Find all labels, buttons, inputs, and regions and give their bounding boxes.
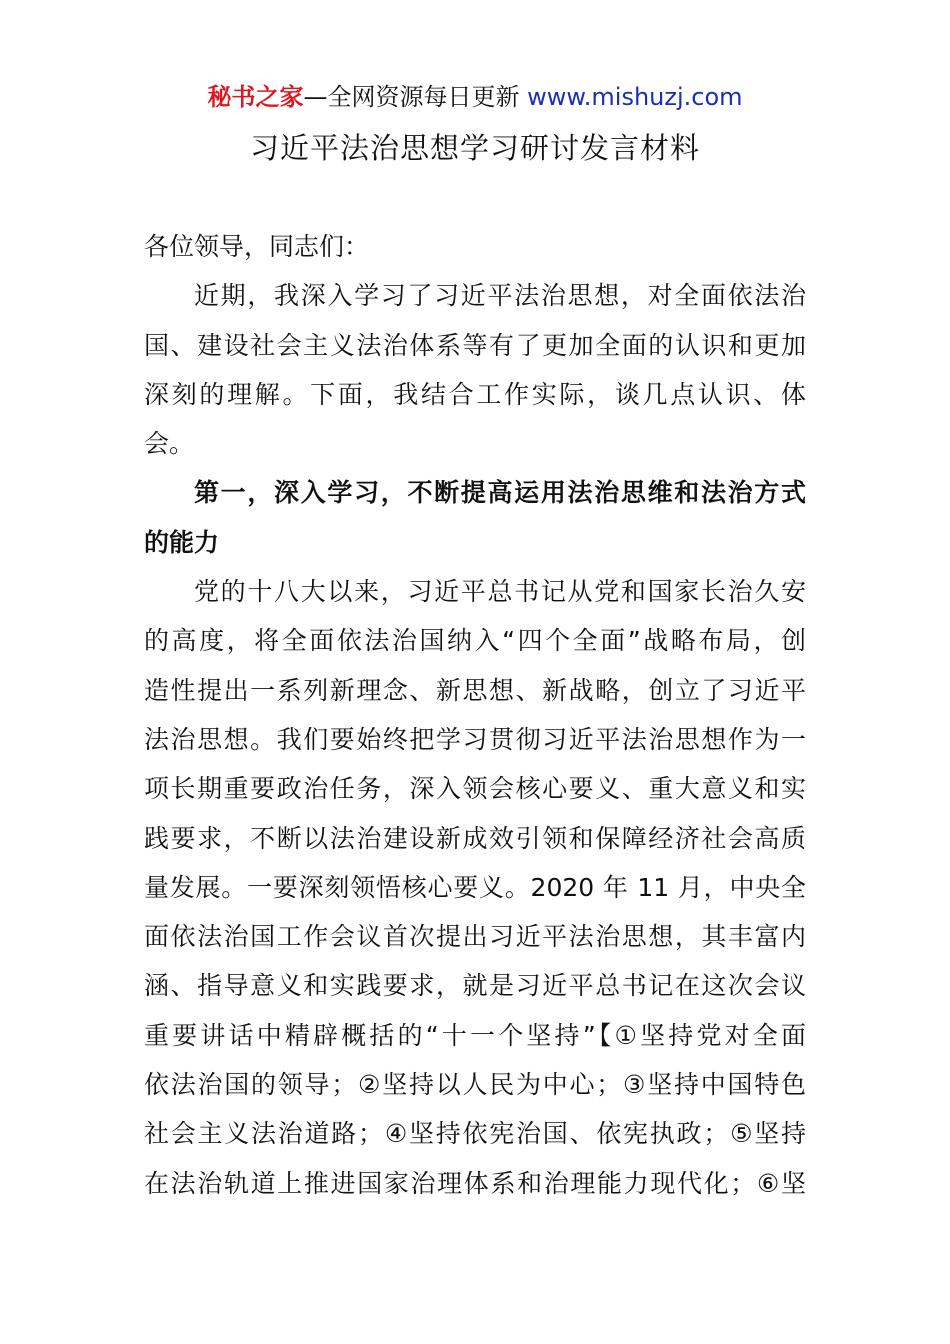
paragraph-line: 项长期重要政治任务，深入领会核心要义、重大意义和实 [144,774,806,804]
site-header [0,80,950,114]
paragraph-line: 近期，我深入学习了习近平法治思想，对全面依法治 [194,281,806,311]
salutation-line: 各位领导，同志们： [144,232,370,261]
paragraph-line: 重要讲话中精辟概括的“十一个坚持”【①坚持党对全面 [144,1020,806,1050]
paragraph-line: 依法治国的领导；②坚持以人民为中心；③坚持中国特色 [144,1070,806,1100]
paragraph-line: 面依法治国工作会议首次提出习近平法治思想，其丰富内 [144,922,806,952]
paragraph-line: 社会主义法治道路；④坚持依宪治国、依宪执政；⑤坚持 [144,1119,806,1149]
paragraph-line: 国、建设社会主义法治体系等有了更加全面的认识和更加 [144,330,806,360]
paragraph-line: 量发展。一要深刻领悟核心要义。2020 年 11 月，中央全 [144,872,806,902]
paragraph-line: 深刻的理解。下面，我结合工作实际，谈几点认识、体 [144,379,806,409]
section-heading-line: 的能力 [144,527,220,557]
site-brand: 秘书之家 [207,83,304,111]
paragraph-line: 的高度，将全面依法治国纳入“四个全面”战略布局，创 [144,626,806,656]
site-tagline: —全网资源每日更新 [303,83,528,111]
document-body [144,222,806,1208]
paragraph-line: 法治思想。我们要始终把学习贯彻习近平法治思想作为一 [144,724,806,754]
site-url-link[interactable]: www.mishuzj.com [527,83,743,111]
paragraph-line: 践要求，不断以法治建设新成效引领和保障经济社会高质 [144,823,806,853]
paragraph-line: 党的十八大以来，习近平总书记从党和国家长治久安 [194,577,806,607]
paragraph-line: 会。 [144,429,195,459]
section-heading-line: 第一，深入学习，不断提高运用法治思维和法治方式 [194,478,806,508]
paragraph-line: 涵、指导意义和实践要求，就是习近平总书记在这次会议 [144,971,806,1001]
paragraph-line: 在法治轨道上推进国家治理体系和治理能力现代化；⑥坚 [144,1168,806,1198]
document-title: 习近平法治思想学习研讨发言材料 [249,131,700,165]
paragraph-line: 造性提出一系列新理念、新思想、新战略，创立了习近平 [144,675,806,705]
